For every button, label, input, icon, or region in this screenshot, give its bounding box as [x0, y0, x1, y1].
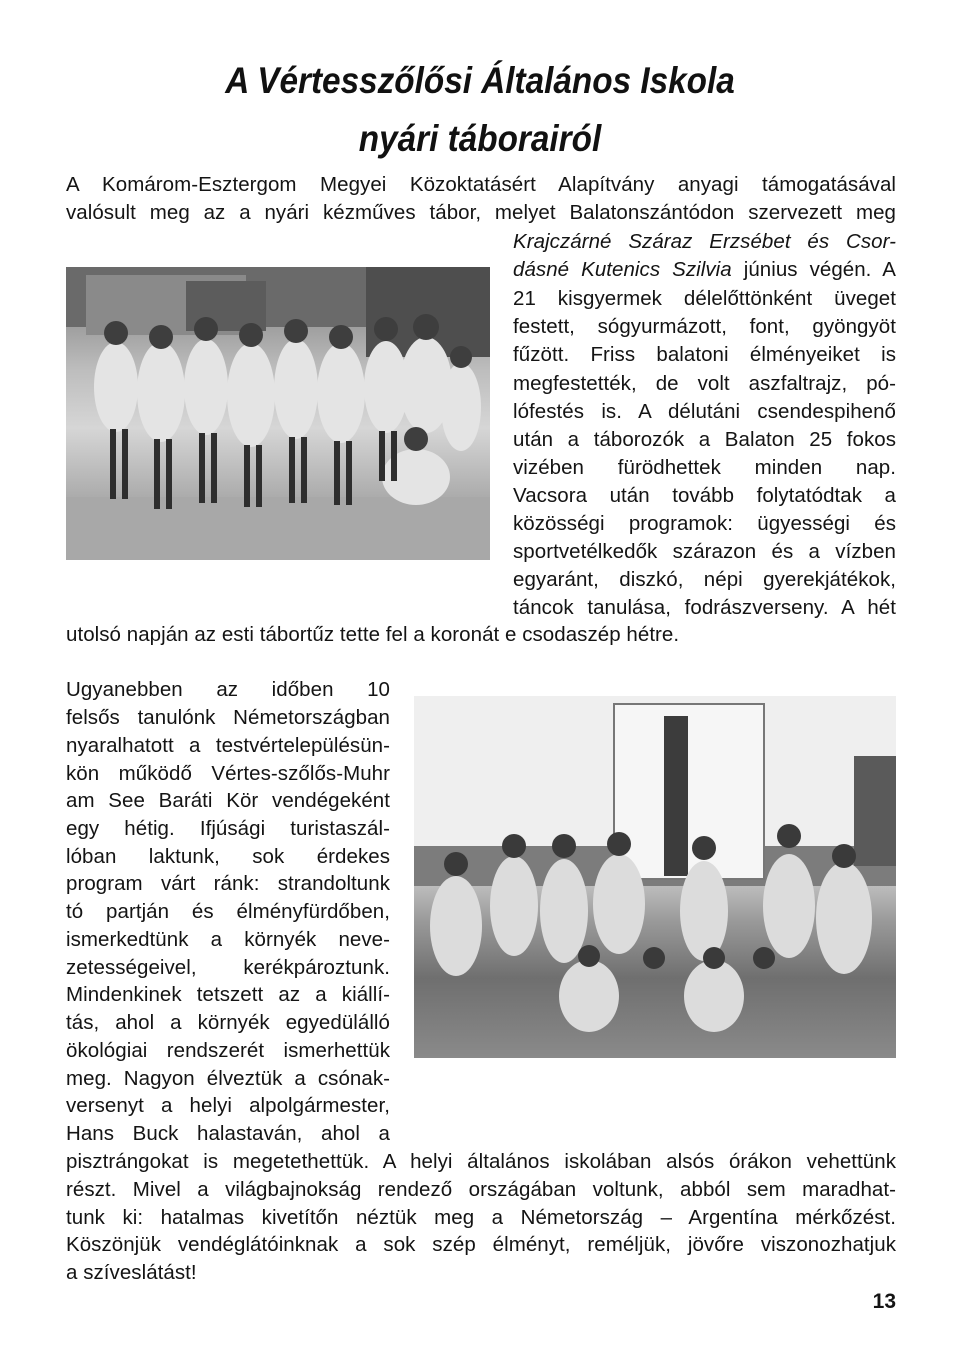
p2-line: ökológiai rendszerét ismerhettük [66, 1039, 390, 1062]
p1-line: valósult meg az a nyári kézműves tábor, melyet Balatonszántódon szervezett meg [66, 201, 896, 224]
camp-group-photo-image [66, 267, 490, 560]
p1-line: egyaránt, diszkó, népi gyerekjátékok, [513, 568, 896, 591]
article-title [48, 52, 912, 168]
p2-line: lóban laktunk, sok érdekes [66, 845, 390, 868]
p1-italic-name: dásné Kutenics Szilvia [513, 258, 732, 281]
p1-line: sportvetélkedők szárazon és a vízben [513, 540, 896, 563]
page-number: 13 [872, 1290, 896, 1313]
p1-line: vizében fürödhettek minden nap. [513, 456, 896, 479]
p2-line: a szíveslátást! [66, 1261, 197, 1284]
p2-line: Ugyanebben az időben 10 [66, 678, 390, 701]
p2-line: tunk ki: hatalmas kivetítőn néztük meg a Németország – Argentína mérkőzést. [66, 1206, 896, 1229]
p2-line: egy hétig. Ifjúsági turistaszál- [66, 817, 390, 840]
p1-line: táncok tanulása, fodrászverseny. A hét [513, 596, 896, 619]
p2-line: részt. Mivel a világbajnokság rendező országában voltunk, abból sem maradhat- [66, 1178, 896, 1201]
p2-line: tás, ahol a környék egyedülálló [66, 1011, 390, 1034]
camp-group-photo [66, 267, 490, 560]
p2-line: meg. Nagyon élveztük a csónak- [66, 1067, 390, 1090]
p1-line: A Komárom-Esztergom Megyei Közoktatásért Alapítvány anyagi támogatásával [66, 173, 896, 196]
germany-trip-photo-image [414, 696, 896, 1058]
p1-line-rest: június végén. A [731, 258, 897, 281]
p1-line: után a táborozók a Balaton 25 fokos [513, 428, 896, 451]
p2-line: ismerkedtünk a környék neve- [66, 928, 390, 951]
title-line-2: nyári táborairól [358, 118, 602, 159]
p2-line: tó partján és élményfürdőben, [66, 900, 390, 923]
p1-line: fűzött. Friss balatoni élményeiket is [513, 343, 896, 366]
title-line-1: A Vértesszőlősi Általános Iskola [225, 60, 735, 101]
p1-line: Krajczárné Száraz Erzsébet és Csor- [513, 230, 896, 253]
p2-line: program várt ránk: strandoltunk [66, 872, 390, 895]
p2-line: nyaralhatott a testvértelepülésün- [66, 734, 390, 757]
p2-line: pisztrángokat is megetethettük. A helyi általános iskolában alsós órákon vehettünk [66, 1150, 896, 1173]
p1-line: 21 kisgyermek délelőttönként üveget [513, 287, 896, 310]
germany-trip-photo [414, 696, 896, 1058]
p2-line: zetességeivel, kerékpároztunk. [66, 956, 390, 979]
p1-line: Vacsora után tovább folytatódtak a [513, 484, 896, 507]
p1-line [513, 256, 896, 284]
p2-line: felsős tanulónk Németországban [66, 706, 390, 729]
p2-line: Hans Buck halastaván, ahol a [66, 1122, 390, 1145]
p1-line: festett, sógyurmázott, font, gyöngyöt [513, 315, 896, 338]
p1-line: utolsó napján az esti tábortűz tette fel a koronát e csodaszép hétre. [66, 623, 680, 646]
p2-line: am See Baráti Kör vendégeként [66, 789, 390, 812]
p2-line: Mindenkinek tetszett az a kiállí- [66, 983, 390, 1006]
p2-line: kön működő Vértes-szőlős-Muhr [66, 762, 390, 785]
p2-line: Köszönjük vendéglátóinknak a sok szép élményt, reméljük, jövőre viszonozhatjuk [66, 1233, 896, 1256]
p1-line: lófestés is. A délutáni csendespihenő [513, 400, 896, 423]
p1-line: megfestették, de volt aszfaltrajz, pó- [513, 372, 896, 395]
p2-line: versenyt a helyi alpolgármester, [66, 1094, 390, 1117]
p1-line: közösségi programok: ügyességi és [513, 512, 896, 535]
